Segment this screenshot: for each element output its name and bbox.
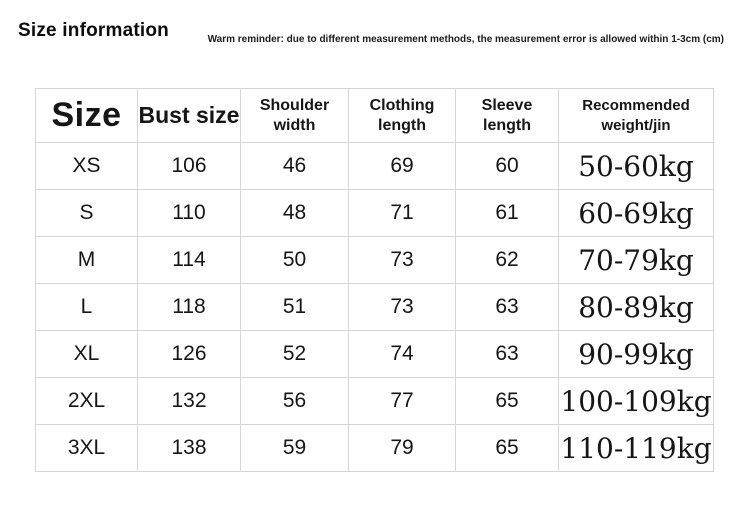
header-sleeve-length: Sleeve length [456,89,559,143]
size-cell: XL [36,331,138,378]
bust-cell: 106 [138,143,241,190]
table-row-xs [36,143,714,190]
weight-cell: 90-99kg [559,331,714,378]
shoulder-cell: 46 [241,143,349,190]
sleeve-cell: 63 [456,284,559,331]
header-size: Size [36,89,138,143]
bust-cell: 132 [138,378,241,425]
clothing-cell: 71 [349,190,456,237]
shoulder-cell: 48 [241,190,349,237]
sleeve-cell: 63 [456,331,559,378]
clothing-cell: 69 [349,143,456,190]
clothing-cell: 74 [349,331,456,378]
measurement-reminder-text: Warm reminder: due to different measurement methods, the measurement error is allowed within 1-3cm (cm) [207,34,724,45]
bust-cell: 114 [138,237,241,284]
size-table-body [36,143,714,472]
clothing-cell: 77 [349,378,456,425]
size-cell: S [36,190,138,237]
size-cell: 3XL [36,425,138,472]
size-table-header [36,89,714,143]
page-title: Size information [18,20,169,41]
size-cell: XS [36,143,138,190]
header-shoulder-width: Shoulder width [241,89,349,143]
table-row-3xl [36,425,714,472]
weight-cell: 80-89kg [559,284,714,331]
bust-cell: 138 [138,425,241,472]
size-cell: 2XL [36,378,138,425]
table-row-s [36,190,714,237]
weight-cell: 110-119kg [559,425,714,472]
header-clothing-length: Clothing length [349,89,456,143]
bust-cell: 118 [138,284,241,331]
shoulder-cell: 50 [241,237,349,284]
sleeve-cell: 60 [456,143,559,190]
clothing-cell: 79 [349,425,456,472]
size-cell: M [36,237,138,284]
sleeve-cell: 65 [456,378,559,425]
bust-cell: 126 [138,331,241,378]
shoulder-cell: 51 [241,284,349,331]
size-cell: L [36,284,138,331]
header-bust-size: Bust size [138,89,241,143]
table-row-l [36,284,714,331]
sleeve-cell: 65 [456,425,559,472]
weight-cell: 60-69kg [559,190,714,237]
shoulder-cell: 59 [241,425,349,472]
clothing-cell: 73 [349,237,456,284]
header-recommended-weight: Recommended weight/jin [559,89,714,143]
table-row-2xl [36,378,714,425]
table-row-m [36,237,714,284]
shoulder-cell: 52 [241,331,349,378]
header-row [36,89,714,143]
sleeve-cell: 62 [456,237,559,284]
weight-cell: 70-79kg [559,237,714,284]
shoulder-cell: 56 [241,378,349,425]
weight-cell: 50-60kg [559,143,714,190]
clothing-cell: 73 [349,284,456,331]
size-table [35,88,714,472]
table-row-xl [36,331,714,378]
weight-cell: 100-109kg [559,378,714,425]
bust-cell: 110 [138,190,241,237]
sleeve-cell: 61 [456,190,559,237]
